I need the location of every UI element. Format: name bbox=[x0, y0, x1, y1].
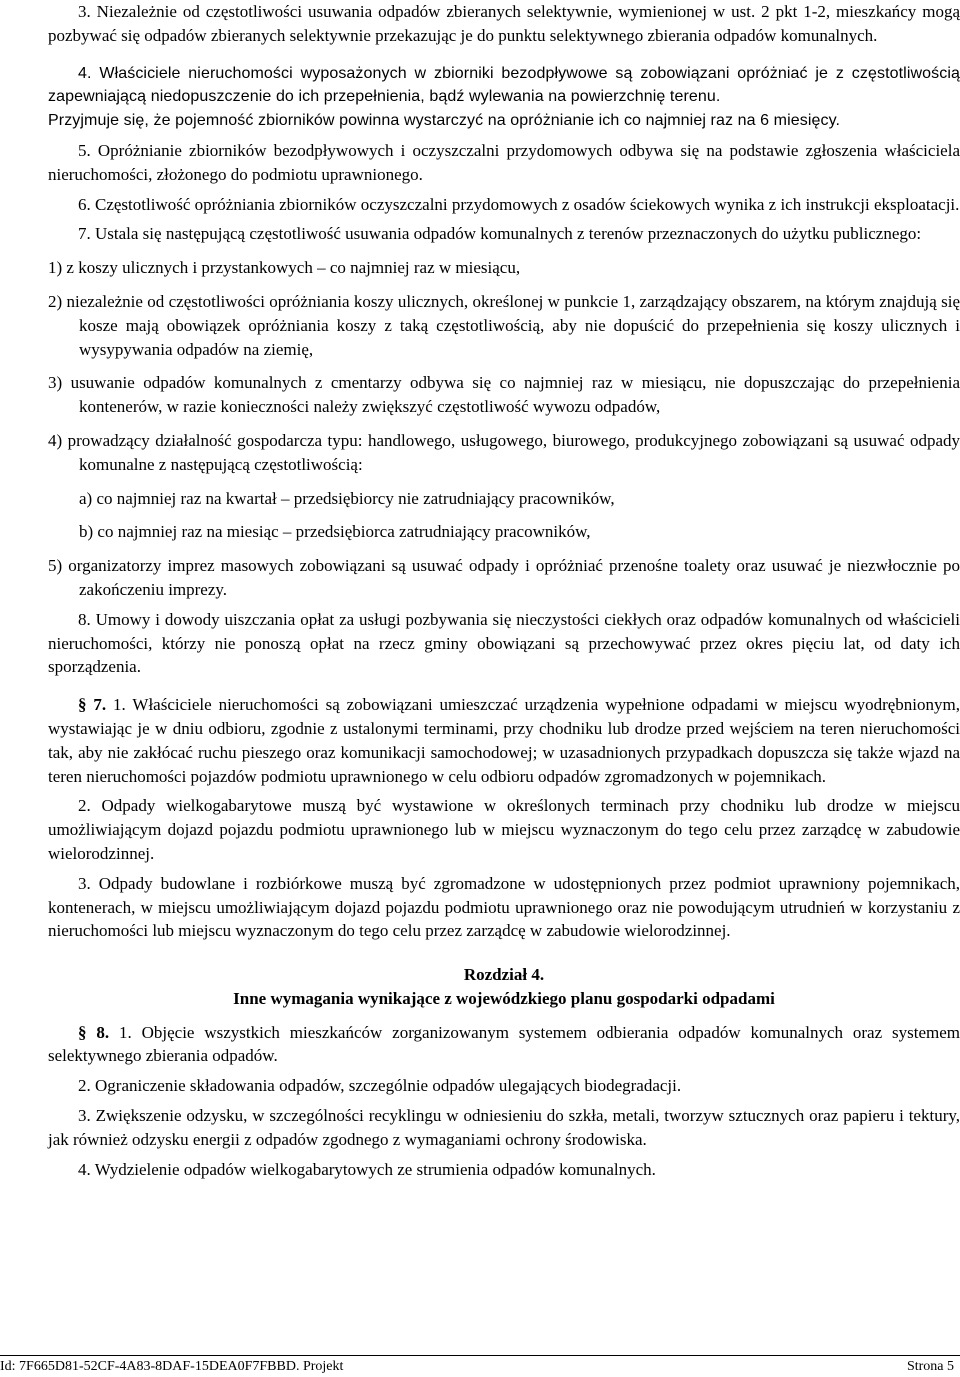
section-8-paragraph-3: 3. Zwiększenie odzysku, w szczególności recyklingu w odniesieniu do szkła, metali, tworzyw sztucznych oraz papieru i tektury, jak również odzysku energii z odpadów zgodnego z wymaganiami ochrony środowiska. bbox=[48, 1106, 960, 1149]
document-id: Id: 7F665D81-52CF-4A83-8DAF-15DEA0F7FBBD. Projekt bbox=[0, 1359, 344, 1374]
list-item-2: 2) niezależnie od częstotliwości opróżniania koszy ulicznych, określonej w punkcie 1, zarządzający obszarem, na którym znajdują się kosze mają obowiązek opróżniania koszy z taką częstotliwością, aby nie dopuścić do przepełnienia się koszy ulicznych i wysypywania odpadów na ziemię, bbox=[48, 291, 960, 359]
list-item-5: 5) organizatorzy imprez masowych zobowiązani są usuwać odpady i opróżniać przenośne toalety oraz usuwać je niezwłocznie po zakończeniu imprezy. bbox=[48, 556, 960, 599]
paragraph-6: 6. Częstotliwość opróżniania zbiorników oczyszczalni przydomowych z osadów ściekowych wynika z ich instrukcji eksploatacji. bbox=[78, 194, 960, 214]
list-item-1: 1) z koszy ulicznych i przystankowych – co najmniej raz w miesiącu, bbox=[48, 258, 521, 278]
paragraph-4-note: Przyjmuje się, że pojemność zbiorników powinna wystarczyć na opróżnianie ich co najmniej raz na 6 miesięcy. bbox=[48, 112, 841, 130]
section-7-paragraph-3: 3. Odpady budowlane i rozbiórkowe muszą być zgromadzone w udostępnionych przez podmiot uprawniony pojemnikach, kontenerach, w miejscu umożliwiającym dojazd pojazdu podmiotu uprawnionego oraz nie powodującym utrudnień w korzystaniu z nieruchomości lub miejscu wyznaczonym do tego celu przez zarządcę w zabudowie wielorodzinnej. bbox=[48, 873, 960, 941]
page-number: Strona 5 bbox=[906, 1359, 954, 1374]
section-8-paragraph-2: 2. Ograniczenie składowania odpadów, szczególnie odpadów ulegających biodegradacji. bbox=[78, 1076, 682, 1096]
paragraph-5: 5. Opróżnianie zbiorników bezodpływowych i oczyszczalni przydomowych odbywa się na podstawie zgłoszenia właściciela nieruchomości, złożonego do podmiotu uprawnionego. bbox=[48, 140, 960, 184]
paragraph-7: 7. Ustala się następującą częstotliwość usuwania odpadów komunalnych z terenów przeznaczonych do użytku publicznego: bbox=[78, 224, 922, 244]
sublist-item-b: b) co najmniej raz na miesiąc – przedsiębiorca zatrudniający pracowników, bbox=[79, 522, 591, 542]
list-item-4: 4) prowadzący działalność gospodarcza typu: handlowego, usługowego, biurowego, produkcyjnego zobowiązani są usuwać odpady komunalne z następującą częstotliwością: bbox=[48, 430, 960, 474]
list-item-3: 3) usuwanie odpadów komunalnych z cmentarzy odbywa się co najmniej raz w miesiącu, nie dopuszczając do przepełnienia kontenerów, w razie konieczności należy zwiększyć częstotliwość wywozu odpadów, bbox=[48, 373, 960, 417]
paragraph-8: 8. Umowy i dowody uiszczania opłat za usługi pozbywania się nieczystości ciekłych oraz odpadów komunalnych od właścicieli nieruchomości, którzy nie ponoszą opłat na rzecz gminy obowiązani są przechowywać przez okres pięciu lat, od daty ich sporządzenia. bbox=[48, 609, 960, 677]
section-7-label: § 7. bbox=[78, 695, 107, 715]
sublist-item-a: a) co najmniej raz na kwartał – przedsiębiorcy nie zatrudniający pracowników, bbox=[79, 488, 615, 508]
section-7-paragraph-2: 2. Odpady wielkogabarytowe muszą być wystawione w określonych terminach przy chodniku lub drodze w miejscu umożliwiającym dojazd pojazdu podmiotu uprawnionego lub w miejscu wyznaczonym do tego celu przez zarządcę w zabudowie wielorodzinnej. bbox=[48, 796, 960, 863]
section-8-label: § 8. bbox=[78, 1022, 110, 1042]
section-8-paragraph-4: 4. Wydzielenie odpadów wielkogabarytowych ze strumienia odpadów komunalnych. bbox=[78, 1159, 656, 1179]
paragraph-4: 4. Właściciele nieruchomości wyposażonych w zbiorniki bezodpływowe są zobowiązani opróżniać je z częstotliwością zapewniającą niedopuszczenie do ich przepełnienia, bądź wylewania na powierzchnię terenu. bbox=[48, 64, 960, 106]
section-7-paragraph-1: § 7. 1. Właściciele nieruchomości są zobowiązani umieszczać urządzenia wypełnione odpadami w miejscu wyodrębnionym, wystawiając je w dniu odbioru, zgodnie z ustalonymi terminami, przy chodniku lub drodze przed wejściem na teren nieruchomości tak, aby nie zakłócać ruchu pieszego oraz komunikacji samochodowej; w uzasadnionych przypadkach dopuszcza się także wjazd na teren nieruchomości pojazdów podmiotu uprawnionego w celu odbioru odpadów zgromadzonych w pojemnikach. bbox=[48, 695, 960, 786]
chapter-label: Rozdział 4. bbox=[463, 965, 545, 985]
page-footer bbox=[0, 1355, 960, 1376]
chapter-title: Inne wymagania wynikające z wojewódzkiego planu gospodarki odpadami bbox=[233, 988, 775, 1008]
document-page bbox=[48, 0, 960, 1181]
section-8-paragraph-1: § 8. 1. Objęcie wszystkich mieszkańców zorganizowanym systemem odbierania odpadów komunalnych oraz systemem selektywnego zbierania odpadów. bbox=[48, 1022, 960, 1066]
paragraph-3: 3. Niezależnie od częstotliwości usuwania odpadów zbieranych selektywnie, wymienionej w ust. 2 pkt 1-2, mieszkańcy mogą pozbywać się odpadów zbieranych selektywnie przekazując je do punktu selektywnego zbierania odpadów komunalnych. bbox=[48, 2, 960, 45]
